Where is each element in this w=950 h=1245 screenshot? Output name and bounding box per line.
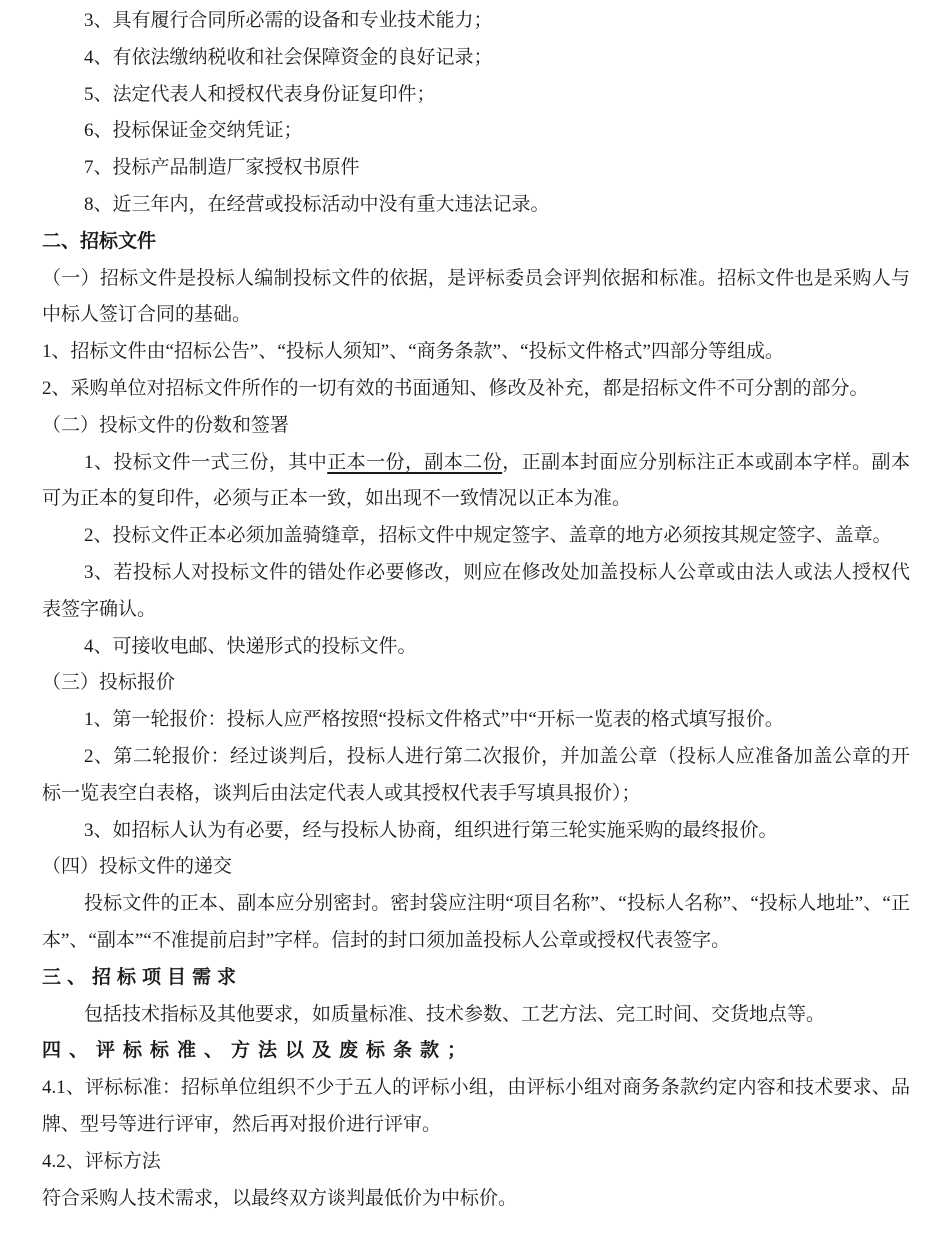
subsection-2-item-2: 2、投标文件正本必须加盖骑缝章，招标文件中规定签字、盖章的地方必须按其规定签字、盖章。: [84, 525, 892, 547]
section-2-intro: （一）招标文件是投标人编制投标文件的依据，是评标委员会评判依据和标准。招标文件也是采购人与中标人签订合同的基础。: [42, 267, 910, 326]
subsection-3-item-1: 1、第一轮报价：投标人应严格按照“投标文件格式”中“开标一览表的格式填写报价。: [84, 709, 784, 731]
qualification-item-6: 6、投标保证金交纳凭证；: [84, 120, 303, 142]
subsection-2-item-4: 4、可接收电邮、快递形式的投标文件。: [84, 635, 417, 657]
section-4-item-41: 4.1、评标标准：招标单位组织不少于五人的评标小组，由评标小组对商务条款约定内容和技术要求、品牌、型号等进行评审，然后再对报价进行评审。: [42, 1077, 910, 1135]
section-4-item-42: 4.2、评标方法: [42, 1150, 161, 1172]
qualification-item-5: 5、法定代表人和授权代表身份证复印件；: [84, 83, 436, 105]
section-3-para: 包括技术指标及其他要求，如质量标准、技术参数、工艺方法、完工时间、交货地点等。: [84, 1003, 826, 1025]
subsection-3-heading: （三）投标报价: [42, 672, 176, 694]
subsection-2-item-1: [42, 445, 910, 519]
qualification-item-4: 4、有依法缴纳税收和社会保障资金的良好记录；: [84, 46, 493, 68]
section-4-heading: 四、评标标准、方法以及废标条款；: [42, 1040, 475, 1062]
subsection-2-item-3: 3、若投标人对投标文件的错处作必要修改，则应在修改处加盖投标人公章或由法人或法人授权代表签字确认。: [42, 561, 910, 620]
subsection-3-item-3: 3、如招标人认为有必要，经与投标人协商，组织进行第三轮实施采购的最终报价。: [84, 819, 778, 841]
section-3-heading: 三、招标项目需求: [42, 966, 243, 988]
section-2-item-2: 2、采购单位对招标文件所作的一切有效的书面通知、修改及补充，都是招标文件不可分割的部分。: [42, 377, 869, 399]
qualification-item-8: 8、近三年内，在经营或投标活动中没有重大违法记录。: [84, 193, 550, 215]
underlined-copy-counts: 正本一份，副本二份: [327, 451, 503, 473]
qualification-item-3: 3、具有履行合同所必需的设备和专业技术能力；: [84, 10, 493, 31]
section-2-heading: 二、招标文件: [42, 230, 157, 252]
subsection-2-heading: （二）投标文件的份数和签署: [42, 414, 290, 436]
section-4-para: 符合采购人技术需求，以最终双方谈判最低价为中标价。: [42, 1187, 518, 1209]
subsection-4-heading: （四）投标文件的递交: [42, 856, 233, 878]
subsection-2-item-1-post: ，正副本封面应分别标注正本或副本字样。副本可为正本的复印件，必须与正本一致，如出现不一致情况以正本为准。: [42, 451, 910, 510]
subsection-2-item-1-pre: 1、投标文件一式三份，其中: [84, 451, 328, 473]
subsection-3-item-2: 2、第二轮报价：经过谈判后，投标人进行第二次报价，并加盖公章（投标人应准备加盖公章的开标一览表空白表格，谈判后由法定代表人或其授权代表手写填具报价）；: [42, 745, 910, 804]
section-2-item-1: 1、招标文件由“招标公告”、“投标人须知”、“商务条款”、“投标文件格式”四部分等组成。: [42, 341, 784, 363]
subsection-4-para: 投标文件的正本、副本应分别密封。密封袋应注明“项目名称”、“投标人名称”、“投标人地址”、“正本”、“副本”“不准提前启封”字样。信封的封口须加盖投标人公章或授权代表签字。: [42, 893, 910, 951]
qualification-item-7: 7、投标产品制造厂家授权书原件: [84, 157, 360, 179]
